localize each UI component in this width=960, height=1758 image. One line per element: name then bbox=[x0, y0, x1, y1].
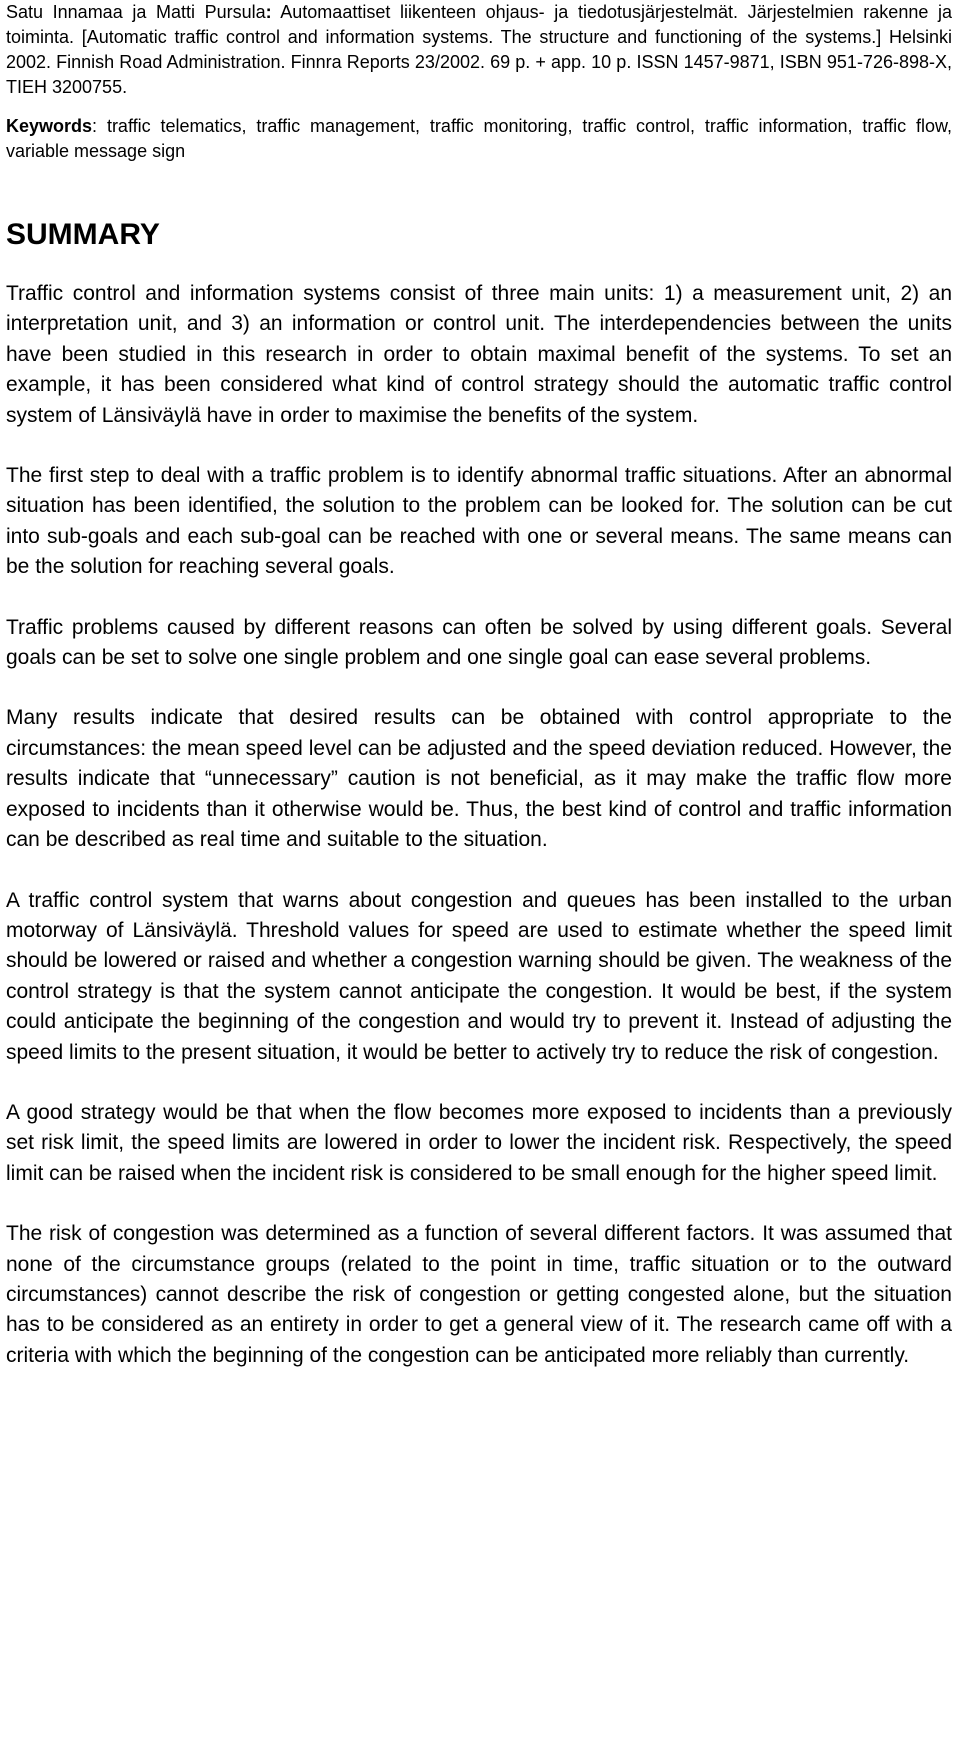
summary-heading: SUMMARY bbox=[6, 218, 160, 251]
bibliographic-reference bbox=[6, 0, 952, 100]
keywords-label: Keywords bbox=[6, 116, 93, 136]
keywords bbox=[6, 114, 952, 164]
reference-citation: Automaattiset liikenteen ohjaus- ja tiedotusjärjestelmät. Järjestelmien rakenne ja toiminta. [Automatic traffic control and information systems. The structure and functioning of the systems.] Helsinki 2002. Finnish Road Administration. Finnra Reports 23/2002. 69 p. + app. 10 p. ISSN 1457-9871, ISBN 951-726-898-X, TIEH 3200755. bbox=[6, 2, 952, 97]
summary-paragraph: A traffic control system that warns about congestion and queues has been installed to the urban motorway of Länsiväylä. Threshold values for speed are used to estimate whether the speed limit should be lowered or raised and whether a congestion warning should be given. The weakness of the control strategy is that the system cannot anticipate the congestion. It would be best, if the system could anticipate the beginning of the congestion and would try to prevent it. Instead of adjusting the speed limits to the present situation, it would be better to actively try to reduce the risk of congestion. bbox=[6, 888, 952, 1064]
summary-paragraph: The first step to deal with a traffic problem is to identify abnormal traffic situations. After an abnormal situation has been identified, the solution to the problem can be looked for. The solution can be cut into sub-goals and each sub-goal can be reached with one or several means. The same means can be the solution for reaching several goals. bbox=[6, 464, 952, 579]
summary-paragraph: Traffic control and information systems consist of three main units: 1) a measurement unit, 2) an interpretation unit, and 3) an information or control unit. The interdependencies between the units have been studied in this research in order to obtain maximal benefit of the systems. To set an example, it has been considered what kind of control strategy should the automatic traffic control system of Länsiväylä have in order to maximise the benefits of the system. bbox=[6, 282, 952, 427]
summary-body bbox=[6, 279, 952, 1371]
keywords-separator: : bbox=[92, 116, 98, 136]
document-page bbox=[6, 0, 952, 1371]
reference-separator: : bbox=[265, 2, 272, 22]
summary-paragraph: The risk of congestion was determined as a function of several different factors. It was assumed that none of the circumstance groups (related to the point in time, traffic situation or to the outward circumstances) cannot describe the risk of congestion or getting congested alone, but the situation has to be considered as an entirety in order to get a general view of it. The research came off with a criteria with which the beginning of the congestion can be anticipated more reliably than currently. bbox=[6, 1222, 952, 1367]
summary-paragraph: A good strategy would be that when the flow becomes more exposed to incidents than a previously set risk limit, the speed limits are lowered in order to lower the incident risk. Respectively, the speed limit can be raised when the incident risk is considered to be small enough for the higher speed limit. bbox=[6, 1100, 952, 1185]
keywords-text: traffic telematics, traffic management, traffic monitoring, traffic control, traffic information, traffic flow, variable message sign bbox=[6, 116, 952, 161]
summary-paragraph: Many results indicate that desired results can be obtained with control appropriate to the circumstances: the mean speed level can be adjusted and the speed deviation reduced. However, the results indicate that “unnecessary” caution is not beneficial, as it may make the traffic flow more exposed to incidents than it otherwise would be. Thus, the best kind of control and traffic information can be described as real time and suitable to the situation. bbox=[6, 706, 952, 852]
summary-paragraph: Traffic problems caused by different reasons can often be solved by using different goals. Several goals can be set to solve one single problem and one single goal can ease several problems. bbox=[6, 615, 952, 670]
reference-authors: Satu Innamaa ja Matti Pursula bbox=[6, 2, 266, 22]
